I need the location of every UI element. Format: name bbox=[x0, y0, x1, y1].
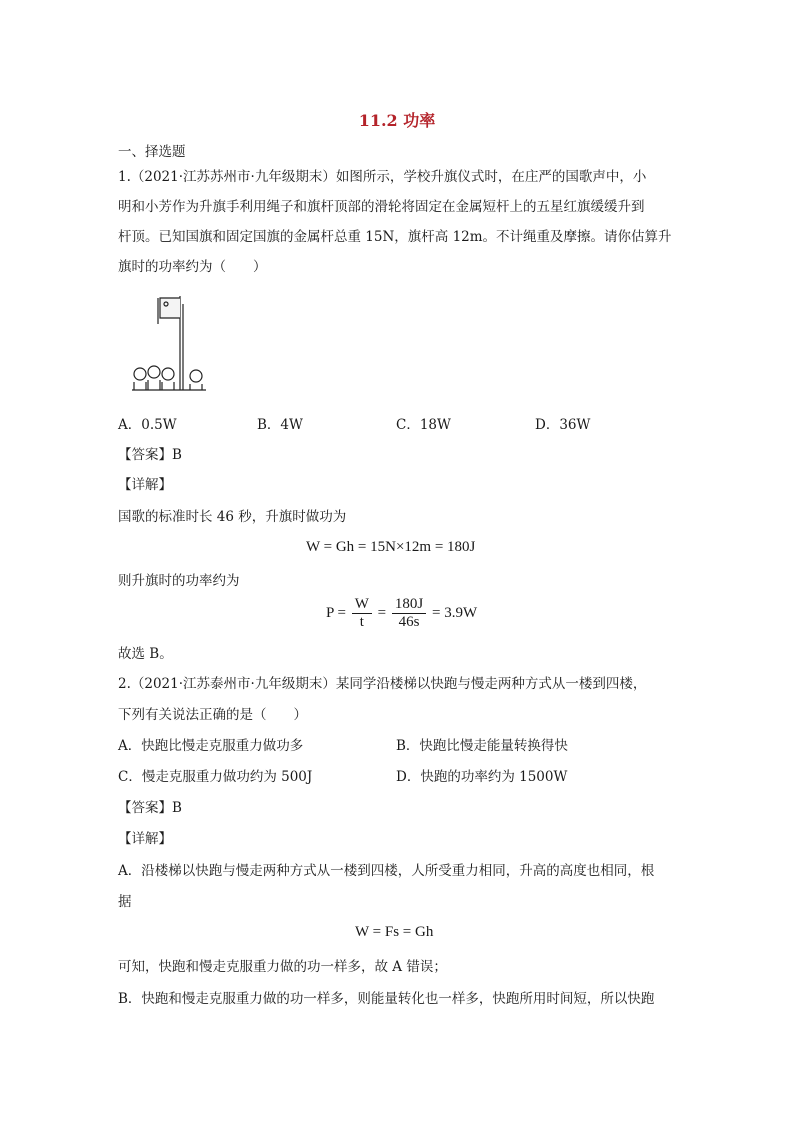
q2-after-line-1: 可知，快跑和慢走克服重力做的功一样多，故 A 错误； bbox=[118, 959, 447, 975]
q2-line-1: 2.（2021·江苏泰州市·九年级期末）某同学沿楼梯以快跑与慢走两种方式从一楼到四楼， bbox=[118, 676, 647, 692]
q2-detail-line-1: A．沿楼梯以快跑与慢走两种方式从一楼到四楼，人所受重力相同，升高的高度也相同，根 bbox=[118, 863, 655, 879]
q1-line-1: 1.（2021·江苏苏州市·九年级期末）如图所示，学校升旗仪式时，在庄严的国歌声中，小 bbox=[118, 169, 647, 185]
q2-answer: 【答案】B bbox=[118, 800, 182, 816]
q1-power-result: = 3.9W bbox=[431, 605, 478, 621]
q1-power-fraction-1 bbox=[352, 596, 372, 631]
q2-option-c: C．慢走克服重力做功约为 500J bbox=[118, 769, 313, 785]
q1-line-3: 杆顶。已知国旗和固定国旗的金属杆总重 15N，旗杆高 12m。不计绳重及摩擦。请你估算升 bbox=[118, 229, 672, 245]
q2-detail-label: 【详解】 bbox=[118, 831, 172, 847]
q2-after-line-2: B．快跑和慢走克服重力做的功一样多，则能量转化也一样多，快跑所用时间短，所以快跑 bbox=[118, 991, 655, 1007]
q1-option-c: C．18W bbox=[396, 417, 451, 433]
q1-power-equals: = bbox=[377, 605, 387, 621]
q1-detail-label: 【详解】 bbox=[118, 477, 172, 493]
q1-option-d: D．36W bbox=[535, 417, 591, 433]
q1-option-b: B．4W bbox=[257, 417, 303, 433]
q1-power-fraction-2 bbox=[392, 596, 426, 631]
q2-detail-line-2: 据 bbox=[118, 894, 132, 910]
q1-work-equation: W = Gh = 15N×12m = 180J bbox=[306, 539, 476, 555]
q1-answer: 【答案】B bbox=[118, 447, 182, 463]
q1-power-numerator-1: W bbox=[352, 596, 372, 614]
q1-power-lhs: P = bbox=[326, 605, 346, 621]
page-title: 11.2 功率 bbox=[358, 111, 436, 130]
q1-line-4: 旗时的功率约为（ ） bbox=[118, 259, 267, 275]
q1-power-equation bbox=[326, 596, 477, 631]
q1-option-a: A．0.5W bbox=[118, 417, 177, 433]
q2-option-a: A．快跑比慢走克服重力做功多 bbox=[118, 738, 304, 754]
section-heading: 一、择选题 bbox=[118, 144, 186, 160]
q2-work-equation: W = Fs = Gh bbox=[355, 924, 434, 940]
q1-power-denominator-2: 46s bbox=[398, 614, 420, 630]
q1-detail-text-2: 则升旗时的功率约为 bbox=[118, 573, 240, 589]
q1-power-numerator-2: 180J bbox=[392, 596, 426, 614]
flag-raising-illustration bbox=[128, 290, 208, 396]
q1-conclusion: 故选 B。 bbox=[118, 646, 173, 662]
q1-power-denominator-1: t bbox=[359, 614, 364, 630]
q2-option-d: D．快跑的功率约为 1500W bbox=[396, 769, 568, 785]
q1-detail-text-1: 国歌的标准时长 46 秒，升旗时做功为 bbox=[118, 509, 347, 525]
q1-line-2: 明和小芳作为升旗手利用绳子和旗杆顶部的滑轮将固定在金属短杆上的五星红旗缓缓升到 bbox=[118, 199, 645, 215]
q2-option-b: B．快跑比慢走能量转换得快 bbox=[396, 738, 568, 754]
q2-line-2: 下列有关说法正确的是（ ） bbox=[118, 707, 307, 723]
